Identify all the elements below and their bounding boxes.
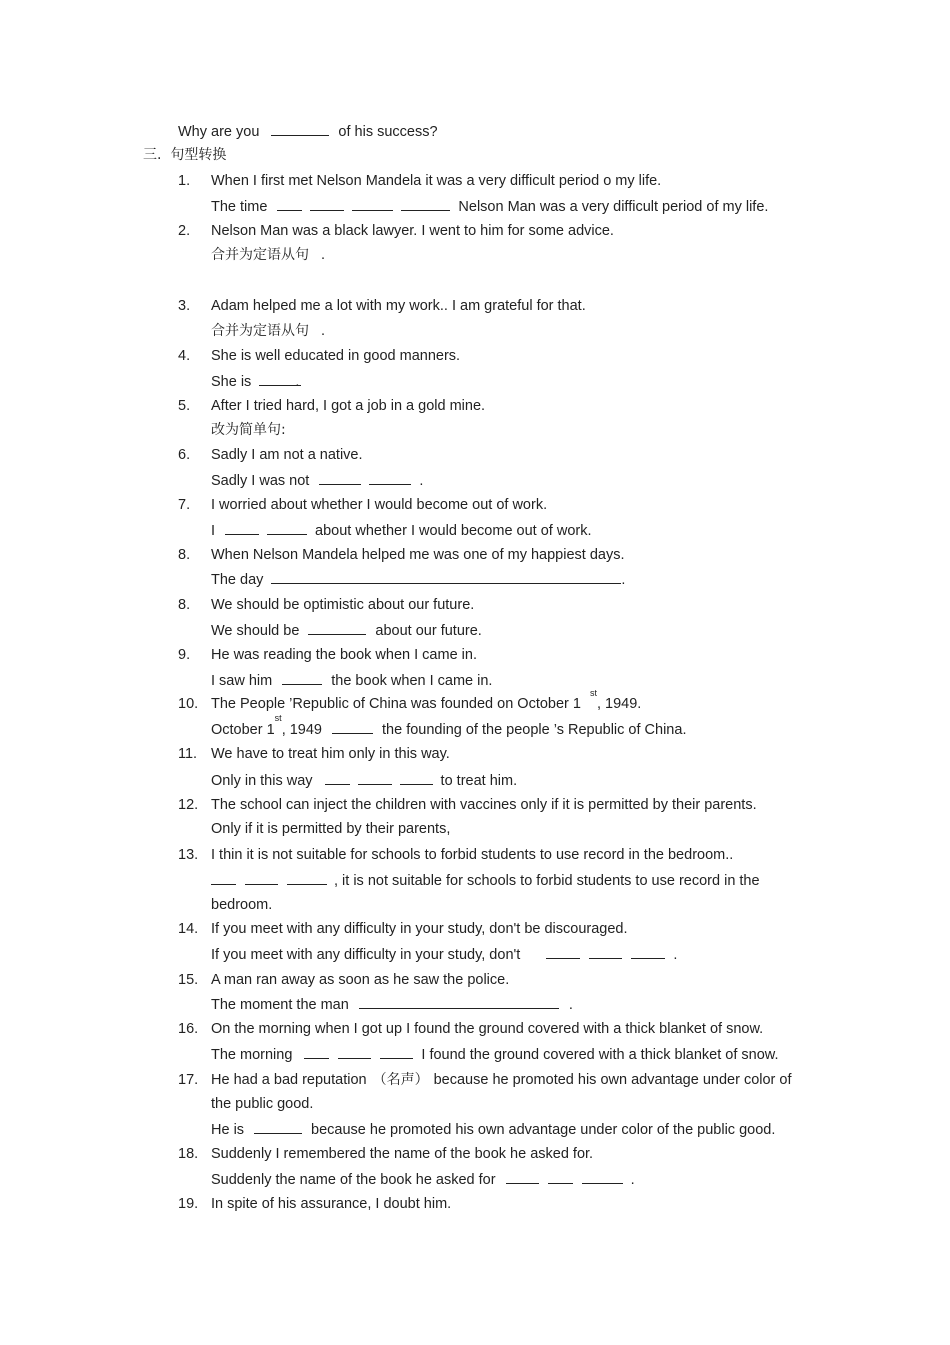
item-rewrite: Only if it is permitted by their parents,	[211, 821, 451, 837]
item-sentence: She is well educated in good manners.	[211, 348, 461, 364]
item-number: 19.	[178, 1196, 199, 1212]
item-rewrite: October 1st, 1949 the founding of the people ’s Republic of China.	[211, 713, 687, 738]
item-sentence: He was reading the book when I came in.	[211, 647, 477, 663]
item-rewrite: Suddenly the name of the book he asked for .	[211, 1172, 635, 1188]
answer-blank	[506, 1170, 539, 1184]
item-sentence: We should be optimistic about our future.	[211, 597, 475, 613]
answer-blank	[245, 871, 278, 885]
item-rewrite: The morning I found the ground covered with a thick blanket of snow.	[211, 1047, 779, 1063]
answer-blank	[369, 471, 411, 485]
item-number: 2.	[178, 223, 191, 239]
section-heading: 三. 句型转换	[143, 147, 227, 163]
item-rewrite: Only in this way to treat him.	[211, 773, 518, 789]
answer-blank	[338, 1045, 371, 1059]
item-rewrite: I saw him the book when I came in.	[211, 673, 493, 689]
answer-blank	[380, 1045, 413, 1059]
item-rewrite: The moment the man .	[211, 997, 573, 1013]
item-sentence: I thin it is not suitable for schools to forbid students to use record in the bedroom..	[211, 847, 734, 863]
answer-blank	[271, 570, 621, 584]
item-rewrite: We should be about our future.	[211, 623, 482, 639]
item-number: 1.	[178, 173, 191, 189]
item-rewrite: She is .	[211, 374, 300, 390]
item-sentence: Suddenly I remembered the name of the book he asked for.	[211, 1146, 594, 1162]
item-sentence: When Nelson Mandela helped me was one of my happiest days.	[211, 547, 625, 563]
item-sentence: The school can inject the children with vaccines only if it is permitted by their parents.	[211, 797, 757, 813]
answer-blank	[631, 945, 665, 959]
item-number: 18.	[178, 1146, 199, 1162]
item-number: 11.	[178, 746, 198, 762]
item-sentence: When I first met Nelson Mandela it was a very difficult period o my life.	[211, 173, 662, 189]
answer-blank	[319, 471, 361, 485]
item-number: 8.	[178, 547, 191, 563]
item-number: 10.	[178, 696, 199, 712]
item-number: 15.	[178, 972, 199, 988]
answer-blank	[267, 521, 307, 535]
item-number: 4.	[178, 348, 191, 364]
answer-blank	[401, 197, 450, 211]
item-number: 14.	[178, 921, 199, 937]
answer-blank	[546, 945, 580, 959]
item-rewrite-continued: bedroom.	[211, 897, 273, 913]
answer-blank	[254, 1120, 302, 1134]
intro-sentence: Why are you of his success?	[178, 124, 438, 140]
answer-blank	[325, 771, 350, 785]
item-number: 3.	[178, 298, 191, 314]
item-rewrite: Sadly I was not .	[211, 473, 424, 489]
item-number: 6.	[178, 447, 191, 463]
item-sentence: After I tried hard, I got a job in a gold mine.	[211, 398, 486, 414]
item-sentence: The People ’Republic of China was founded on October 1st, 1949.	[211, 688, 642, 712]
item-sentence: Sadly I am not a native.	[211, 447, 363, 463]
item-number: 16.	[178, 1021, 199, 1037]
answer-blank	[589, 945, 622, 959]
answer-blank	[277, 197, 302, 211]
item-sentence: I worried about whether I would become out of work.	[211, 497, 548, 513]
item-sentence: A man ran away as soon as he saw the police.	[211, 972, 510, 988]
answer-blank	[400, 771, 433, 785]
answer-blank	[308, 621, 366, 635]
answer-blank	[225, 521, 259, 535]
answer-blank	[211, 871, 236, 885]
item-sentence: Nelson Man was a black lawyer. I went to him for some advice.	[211, 223, 614, 239]
item-rewrite: I about whether I would become out of work.	[211, 523, 592, 539]
item-sentence: If you meet with any difficulty in your study, don't be discouraged.	[211, 921, 628, 937]
answer-blank	[271, 122, 329, 136]
item-instruction: 合并为定语从句 .	[211, 323, 326, 339]
item-sentence: In spite of his assurance, I doubt him.	[211, 1196, 452, 1212]
answer-blank	[332, 720, 373, 734]
item-number: 17.	[178, 1072, 199, 1088]
answer-blank	[310, 197, 344, 211]
item-sentence: On the morning when I got up I found the ground covered with a thick blanket of snow.	[211, 1021, 764, 1037]
item-number: 12.	[178, 797, 199, 813]
answer-blank	[287, 871, 327, 885]
item-number: 8.	[178, 597, 191, 613]
answer-blank	[582, 1170, 623, 1184]
item-sentence: We have to treat him only in this way.	[211, 746, 450, 762]
item-rewrite: If you meet with any difficulty in your study, don't .	[211, 947, 678, 963]
item-rewrite: The time Nelson Man was a very difficult period of my life.	[211, 199, 769, 215]
item-rewrite: The day .	[211, 572, 626, 588]
item-number: 7.	[178, 497, 191, 513]
answer-blank	[548, 1170, 573, 1184]
item-sentence-continued: the public good.	[211, 1096, 314, 1112]
item-sentence: He had a bad reputation （名声） because he promoted his own advantage under color of	[211, 1072, 792, 1088]
item-rewrite: He is because he promoted his own advantage under color of the public good.	[211, 1122, 776, 1138]
answer-blank	[304, 1045, 329, 1059]
item-number: 9.	[178, 647, 191, 663]
answer-blank	[282, 671, 322, 685]
item-rewrite: , it is not suitable for schools to forbid students to use record in the	[211, 871, 760, 890]
answer-blank	[359, 995, 559, 1009]
answer-blank	[358, 771, 392, 785]
item-instruction: 合并为定语从句 .	[211, 247, 326, 263]
item-sentence: Adam helped me a lot with my work.. I am grateful for that.	[211, 298, 586, 314]
item-number: 13.	[178, 847, 199, 863]
answer-blank	[352, 197, 393, 211]
item-instruction: 改为简单句:	[211, 422, 286, 438]
item-number: 5.	[178, 398, 191, 414]
